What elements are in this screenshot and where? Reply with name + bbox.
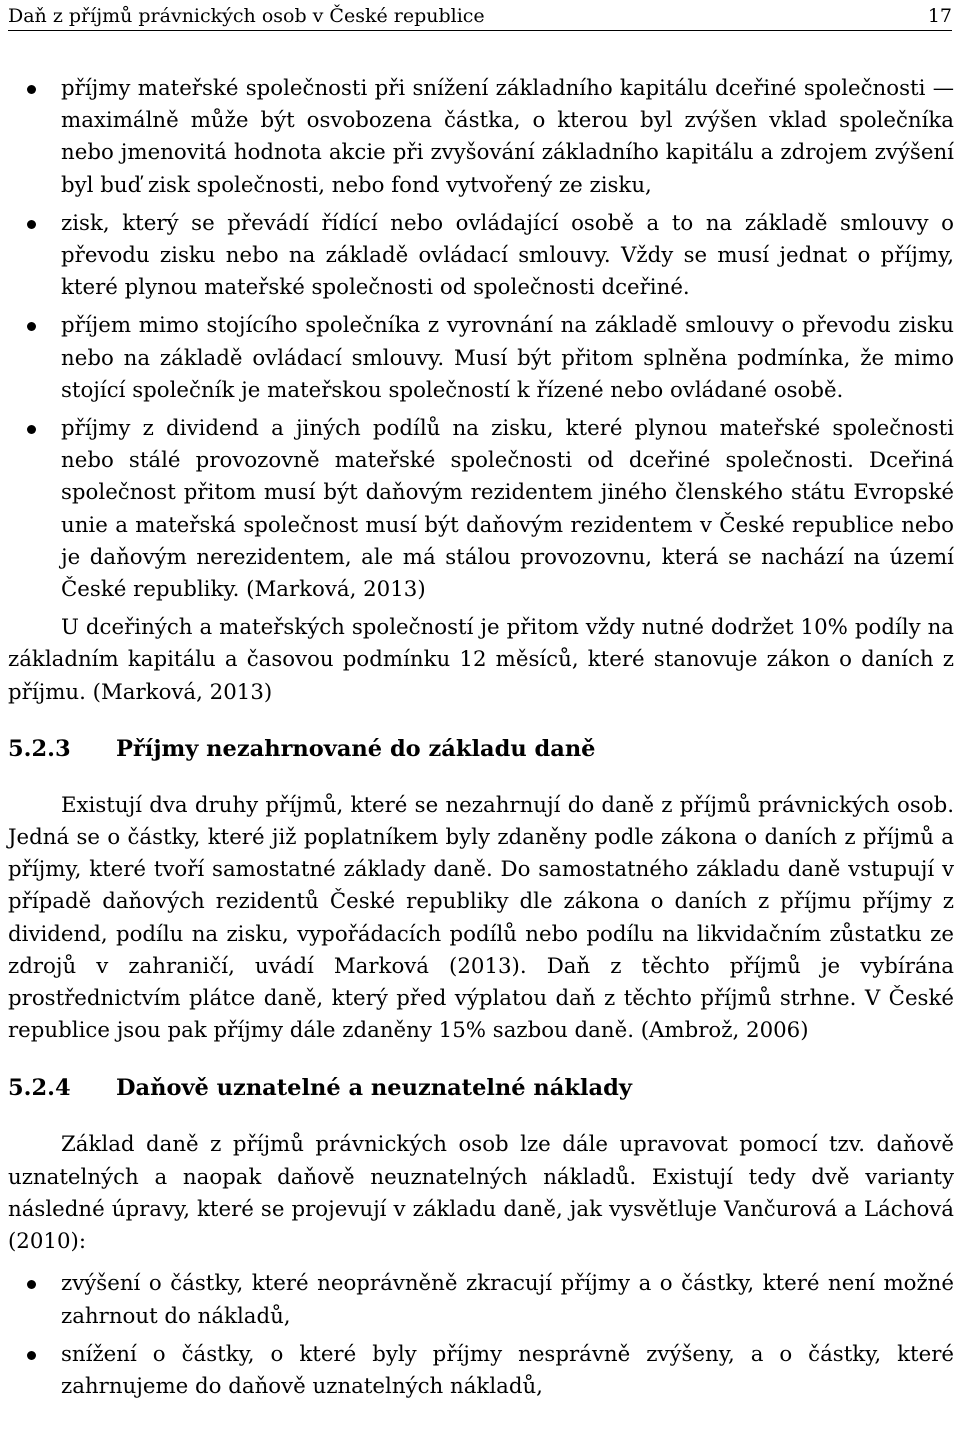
paragraph: Základ daně z příjmů právnických osob lze dále upravovat pomocí tzv. daňově uznatelných a naopak daňově neuznatelných nákladů. Existují tedy dvě varianty následné úpravy, které se projevují v základu daně, jak vysvětluje Vančurová a Láchová (2010): (8, 1132, 954, 1255)
paragraph: Existují dva druhy příjmů, které se nezahrnují do daně z příjmů právnických osob. Jedná se o částky, které již poplatníkem byly zdaněny podle zákona o daních z příjmů a příjmy, které tvoří samostatné základy daně. Do samostatného základu daně vstupují v případě daňových rezidentů České republiky dle zákona o daních z příjmu příjmy z dividend, podílu na zisku, vypořádacích podílů nebo podílu na likvidačním zůstatku ze zdrojů v zahraničí, uvádí Marková (2013). Daň z těchto příjmů je vybírána prostřednictvím plátce daně, který před výplatou daň z těchto příjmů strhne. V České republice jsou pak příjmy dále zdaněny 15% sazbou daně. (Ambrož, 2006) (8, 792, 954, 1044)
running-title: Daň z příjmů právnických osob v České republice (8, 5, 485, 27)
list-item (8, 1339, 954, 1403)
list-item-text: snížení o částky, o které byly příjmy nesprávně zvýšeny, a o částky, které zahrnujeme do daňově uznatelných nákladů, (61, 1341, 954, 1399)
list-item-text: příjmy z dividend a jiných podílů na zisku, které plynou mateřské společnosti nebo stálé provozovně mateřské společnosti od dceřiné společnosti. Dceřiná společnost přitom musí být daňovým rezidentem jiného členského státu Evropské unie a mateřská společnost musí být daňovým rezidentem v České republice nebo je daňovým nerezidentem, ale má stálou provozovnu, která se nachází na území České republiky. (Marková, 2013) (61, 416, 954, 603)
bullet-icon (27, 322, 36, 331)
list-item (8, 1268, 954, 1332)
list-item-text: zvýšení o částky, které neoprávněně zkracují příjmy a o částky, které není možné zahrnout do nákladů, (61, 1271, 954, 1329)
paragraph: U dceřiných a mateřských společností je přitom vždy nutné dodržet 10% podíly na základním kapitálu a časovou podmínku 12 měsíců, které stanovuje zákon o daních z příjmu. (Marková, 2013) (8, 615, 954, 705)
list-item (8, 208, 954, 305)
bullet-icon (27, 85, 36, 94)
section-title: Daňově uznatelné a neuznatelné náklady (116, 1075, 632, 1102)
bullet-icon (27, 1280, 36, 1289)
section-heading (8, 1073, 954, 1103)
section-heading (8, 734, 954, 764)
list-item (8, 310, 954, 407)
bullet-icon (27, 425, 36, 434)
section-number: 5.2.3 (8, 735, 71, 762)
document-body (8, 73, 954, 1409)
section-title: Příjmy nezahrnované do základu daně (116, 735, 596, 762)
list-item (8, 413, 954, 606)
list-item-text: příjem mimo stojícího společníka z vyrovnání na základě smlouvy o převodu zisku nebo na základě ovládací smlouvy. Musí být přitom splněna podmínka, že mimo stojící společník je mateřskou společností k řízené nebo ovládané osobě. (61, 313, 954, 403)
page-header (8, 4, 952, 31)
page-number: 17 (927, 5, 952, 27)
bullet-icon (27, 1351, 36, 1360)
bullet-icon (27, 220, 36, 229)
list-item-text: zisk, který se převádí řídící nebo ovládající osobě a to na základě smlouvy o převodu zisku nebo na základě ovládací smlouvy. Vždy se musí jednat o příjmy, které plynou mateřské společnosti od společnosti dceřiné. (61, 210, 954, 301)
list-item (8, 73, 954, 202)
list-item-text: příjmy mateřské společnosti při snížení základního kapitálu dceřiné společnosti — maximálně může být osvobozena částka, o kterou byl zvýšen vklad společníka nebo jmenovitá hodnota akcie při zvyšování základního kapitálu a zdrojem zvýšení byl buď zisk společnosti, nebo fond vytvořený ze zisku, (61, 76, 954, 198)
section-number: 5.2.4 (8, 1075, 71, 1102)
